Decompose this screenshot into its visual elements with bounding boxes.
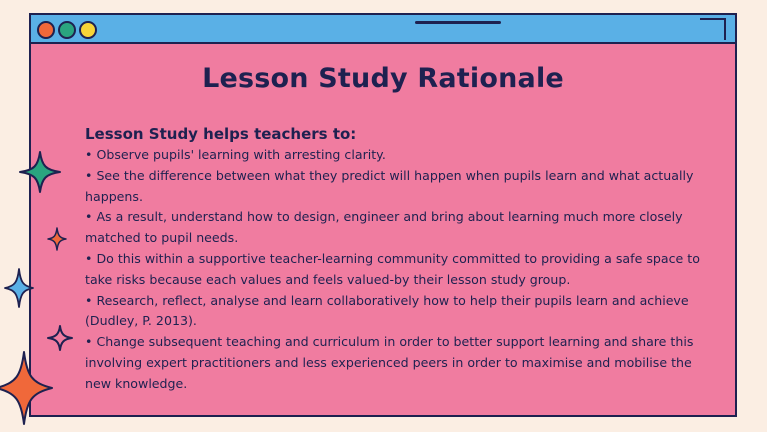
bullet-item [85,332,715,394]
bullet-item [85,145,715,166]
bullet-item [85,291,715,333]
bullet-item [85,207,715,249]
blue-sparkle-icon [4,268,34,308]
small-orange-sparkle-icon [47,227,67,251]
bullet-text: • Research, reflect, analyse and learn collaboratively how to help their pupils learn and achieve (Dudley, P. 2013). [85,293,689,329]
window-titlebar [31,15,735,44]
bullet-item [85,166,715,208]
corner-bracket-icon [700,18,726,40]
purple-outline-sparkle-icon [47,325,73,351]
slide-title: Lesson Study Rationale [202,63,564,94]
large-orange-sparkle-icon [0,350,54,426]
slide-body [85,125,715,395]
bullet-text: • As a result, understand how to design, engineer and bring about learning much more closely matched to pupil needs. [85,209,683,245]
close-dot-icon[interactable] [37,21,55,39]
bullet-list [85,145,715,395]
bullet-text: • Observe pupils' learning with arresting clarity. [85,147,386,162]
minimize-dot-icon[interactable] [58,21,76,39]
teal-sparkle-icon [18,150,62,194]
bullet-text: • Do this within a supportive teacher-learning community committed to providing a safe space to take risks because each values and feels valued-by their lesson study group. [85,251,700,287]
body-subheading: Lesson Study helps teachers to: [85,125,357,143]
bullet-item [85,249,715,291]
maximize-dot-icon[interactable] [79,21,97,39]
bullet-text: • See the difference between what they predict will happen when pupils learn and what actually happens. [85,168,693,204]
bullet-text: • Change subsequent teaching and curriculum in order to better support learning and share this involving expert practitioners and less experienced peers in order to maximise and mobilise the new knowledge. [85,334,693,391]
titlebar-decor-line [415,21,501,24]
browser-window [29,13,737,417]
